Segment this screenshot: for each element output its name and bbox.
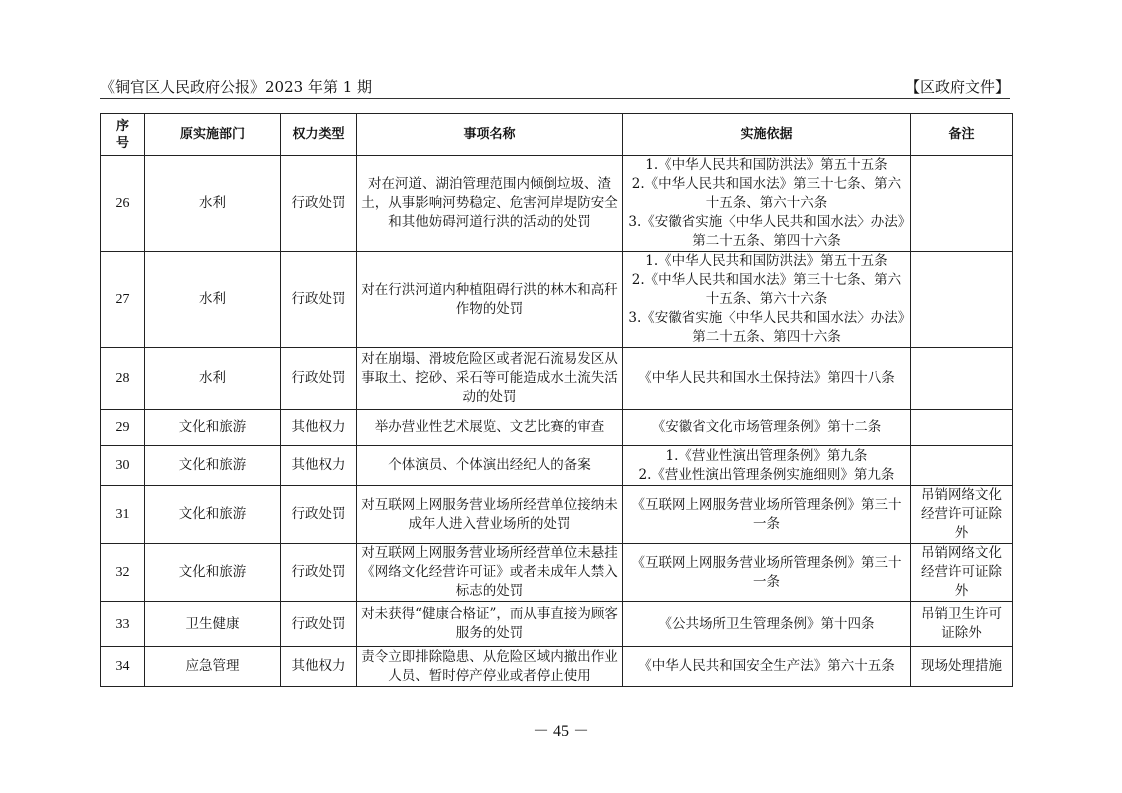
header-publication: 《铜官区人民政府公报》2023 年第 1 期 — [100, 78, 373, 96]
row-index: 26 — [101, 156, 145, 252]
basis-line: 《中华人民共和国安全生产法》第六十五条 — [638, 658, 895, 674]
row-item-name: 责令立即排除隐患、从危险区域内撤出作业人员、暂时停产停业或者停止使用 — [357, 647, 623, 687]
basis-line: 《公共场所卫生管理条例》第十四条 — [658, 615, 875, 632]
row-item-name: 对在行洪河道内种植阻碍行洪的林木和高秆作物的处罚 — [357, 252, 623, 348]
table-row — [101, 156, 1013, 252]
col-header-index: 序号 — [101, 114, 145, 156]
row-power-type: 行政处罚 — [281, 252, 357, 348]
basis-line: 《互联网上网服务营业场所管理条例》第三十一条 — [631, 496, 902, 532]
row-note — [911, 252, 1013, 348]
row-dept: 水利 — [145, 252, 281, 348]
row-power-type: 行政处罚 — [281, 486, 357, 544]
row-basis — [623, 602, 911, 647]
row-basis — [623, 348, 911, 410]
row-power-type: 行政处罚 — [281, 156, 357, 252]
basis-line: 1.《中华人民共和国防洪法》第五十五条 — [645, 157, 888, 173]
row-index: 27 — [101, 252, 145, 348]
row-index: 31 — [101, 486, 145, 544]
table-row — [101, 647, 1013, 687]
table-row — [101, 348, 1013, 410]
row-power-type: 行政处罚 — [281, 544, 357, 602]
row-power-type: 其他权力 — [281, 647, 357, 687]
row-basis — [623, 486, 911, 544]
row-power-type: 行政处罚 — [281, 602, 357, 647]
basis-line: 2.《中华人民共和国水法》第三十七条、第六十五条、第六十六条 — [631, 176, 902, 211]
row-index: 29 — [101, 410, 145, 446]
row-item-name: 对在河道、湖泊管理范围内倾倒垃圾、渣土，从事影响河势稳定、危害河岸堤防安全和其他妨碍河道行洪的活动的处罚 — [357, 156, 623, 252]
row-dept: 应急管理 — [145, 647, 281, 687]
row-dept: 文化和旅游 — [145, 410, 281, 446]
row-basis — [623, 252, 911, 348]
row-dept: 文化和旅游 — [145, 544, 281, 602]
row-item-name: 个体演员、个体演出经纪人的备案 — [357, 446, 623, 486]
row-power-type: 行政处罚 — [281, 348, 357, 410]
row-dept: 卫生健康 — [145, 602, 281, 647]
row-dept: 水利 — [145, 156, 281, 252]
row-item-name: 对互联网上网服务营业场所经营单位接纳未成年人进入营业场所的处罚 — [357, 486, 623, 544]
col-header-basis: 实施依据 — [623, 114, 911, 156]
row-note — [911, 446, 1013, 486]
basis-line: 1.《营业性演出管理条例》第九条 — [665, 447, 868, 464]
row-basis — [623, 410, 911, 446]
row-power-type: 其他权力 — [281, 410, 357, 446]
col-header-note: 备注 — [911, 114, 1013, 156]
table-row — [101, 410, 1013, 446]
basis-line: 1.《中华人民共和国防洪法》第五十五条 — [645, 253, 888, 269]
row-dept: 文化和旅游 — [145, 486, 281, 544]
row-index: 30 — [101, 446, 145, 486]
col-header-dept: 原实施部门 — [145, 114, 281, 156]
table-row — [101, 486, 1013, 544]
header-section: 【区政府文件】 — [904, 78, 1010, 96]
row-basis — [623, 156, 911, 252]
row-index: 34 — [101, 647, 145, 687]
row-item-name: 对在崩塌、滑坡危险区或者泥石流易发区从事取土、挖砂、采石等可能造成水土流失活动的处罚 — [357, 348, 623, 410]
row-note — [911, 156, 1013, 252]
row-dept: 文化和旅游 — [145, 446, 281, 486]
row-note: 现场处理措施 — [911, 647, 1013, 687]
basis-line: 2.《中华人民共和国水法》第三十七条、第六十五条、第六十六条 — [631, 272, 902, 307]
basis-line: 2.《营业性演出管理条例实施细则》第九条 — [638, 466, 895, 483]
basis-line: 3.《安徽省实施〈中华人民共和国水法〉办法》第二十五条、第四十六条 — [628, 214, 905, 249]
basis-line: 《安徽省文化市场管理条例》第十二条 — [651, 419, 882, 435]
row-index: 28 — [101, 348, 145, 410]
table-row — [101, 252, 1013, 348]
row-note: 吊销卫生许可证除外 — [911, 602, 1013, 647]
power-list-table — [100, 113, 1013, 687]
row-note — [911, 410, 1013, 446]
basis-line: 3.《安徽省实施〈中华人民共和国水法〉办法》第二十五条、第四十六条 — [628, 310, 905, 345]
row-item-name: 对未获得“健康合格证”，而从事直接为顾客服务的处罚 — [357, 602, 623, 647]
header-rule — [100, 98, 1010, 99]
table-header-row — [101, 114, 1013, 156]
table-row — [101, 602, 1013, 647]
row-item-name: 举办营业性艺术展览、文艺比赛的审查 — [357, 410, 623, 446]
page-number: － 45 － — [532, 723, 589, 740]
row-note: 吊销网络文化经营许可证除外 — [911, 544, 1013, 602]
row-basis — [623, 647, 911, 687]
row-power-type: 其他权力 — [281, 446, 357, 486]
row-note: 吊销网络文化经营许可证除外 — [911, 486, 1013, 544]
basis-line: 《互联网上网服务营业场所管理条例》第三十一条 — [631, 554, 902, 590]
row-index: 32 — [101, 544, 145, 602]
row-item-name: 对互联网上网服务营业场所经营单位未悬挂《网络文化经营许可证》或者未成年人禁入标志的处罚 — [357, 544, 623, 602]
basis-line: 《中华人民共和国水土保持法》第四十八条 — [638, 370, 895, 386]
col-header-item: 事项名称 — [357, 114, 623, 156]
running-header — [100, 76, 1010, 96]
row-basis — [623, 446, 911, 486]
row-dept: 水利 — [145, 348, 281, 410]
row-note — [911, 348, 1013, 410]
table-row — [101, 446, 1013, 486]
row-index: 33 — [101, 602, 145, 647]
table-row — [101, 544, 1013, 602]
row-basis — [623, 544, 911, 602]
col-header-type: 权力类型 — [281, 114, 357, 156]
